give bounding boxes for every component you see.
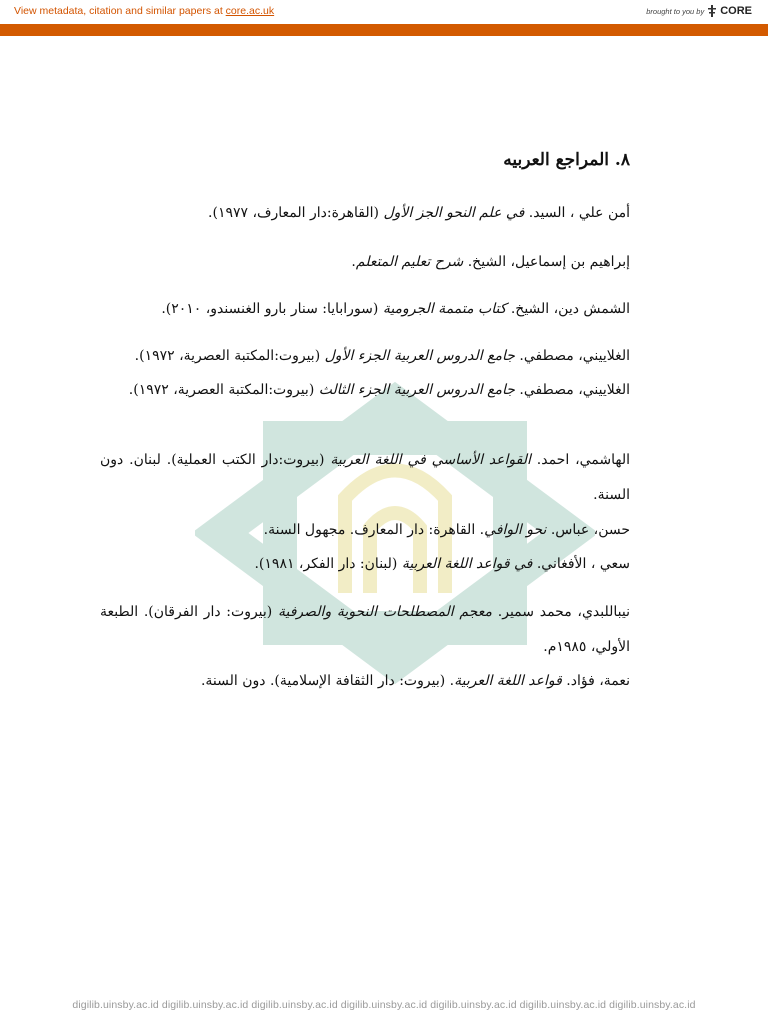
reference-author: حسن، عباس. [546,522,630,538]
reference-title: معجم المصطلحات النحوية والصرفية [278,604,493,620]
reference-entry [100,196,630,231]
brought-text: brought to you by [646,6,705,16]
reference-title: شرح تعليم المتعلم [355,254,464,270]
reference-author: نيباللبدي، محمد سمير. [492,604,630,620]
reference-entry [100,443,630,513]
reference-author: سعي ، الأفغاني. [532,556,630,572]
core-logo-icon [707,5,717,17]
reference-publication: . (بيروت: دار الثقافة الإسلامية). دون السنة. [200,673,455,689]
reference-title: كتاب متممة الجرومية [382,301,507,317]
reference-title: في قواعد اللغة العربية [401,556,533,572]
reference-publication: (بيروت: دار الفرقان). الطبعة الأولي، ١٩٨٥م. [100,604,630,655]
reference-title: نحو الوافي [484,522,547,538]
reference-entry [100,245,630,280]
reference-publication: . القاهرة: دار المعارف. مجهول السنة. [263,522,485,538]
reference-title: جامع الدروس العربية الجزء الأول [324,348,515,364]
repository-footer: digilib.uinsby.ac.id digilib.uinsby.ac.id digilib.uinsby.ac.id digilib.uinsby.ac.id digilib.uinsby.ac.id digilib.uinsby.ac.id digilib.uinsby.ac.id [72,999,696,1011]
reference-title: جامع الدروس العربية الجزء الثالث [318,382,515,398]
reference-author: الهاشمي، احمد. [530,452,630,468]
reference-publication: (القاهرة:دار المعارف، ١٩٧٧). [208,205,384,221]
reference-author: الشمش دين، الشيخ. [506,301,630,317]
reference-author: الغلاييني، مصطفي. [514,348,630,364]
core-link[interactable]: core.ac.uk [225,5,275,17]
reference-publication: (سورابايا: سنار بارو الغنسندو، ٢٠١٠). [161,301,383,317]
reference-author: نعمة، فؤاد. [561,673,630,689]
reference-publication: (بيروت:المكتبة العصرية، ١٩٧٢). [128,382,319,398]
reference-entry [100,513,630,548]
reference-entry [100,373,630,408]
provided-by-source: Digital Library of UIN Sunan Ampel [636,49,752,58]
reference-publication: (بيروت:دار الكتب العملية). لبنان. دون السنة. [100,452,630,503]
reference-author: إبراهيم بن إسماعيل، الشيخ. [463,254,630,270]
brought-to-you-by[interactable] [646,5,752,17]
core-brand: CORE [720,5,752,17]
reference-entry [100,339,630,374]
reference-author: الغلاييني، مصطفي. [514,382,630,398]
core-link-prefix: View metadata, citation and similar papers at [14,5,223,17]
reference-publication: (بيروت:المكتبة العصرية، ١٩٧٢). [134,348,325,364]
reference-publication: . [351,254,356,270]
reference-entry [100,595,630,665]
references-section [100,0,630,1000]
reference-publication: (لبنان: دار الفكر، ١٩٨١). [254,556,402,572]
reference-title: في علم النحو الجز الأول [383,205,525,221]
reference-title: القواعد الأساسي في اللغة العربية [330,452,531,468]
reference-entry [100,664,630,699]
reference-author: أمن علي ، السيد. [524,205,630,221]
provided-by-label: provided by [595,49,635,58]
references-heading: ٨. المراجع العربيه [503,150,630,170]
reference-title: قواعد اللغة العربية [454,673,562,689]
reference-entry [100,292,630,327]
reference-entry [100,547,630,582]
